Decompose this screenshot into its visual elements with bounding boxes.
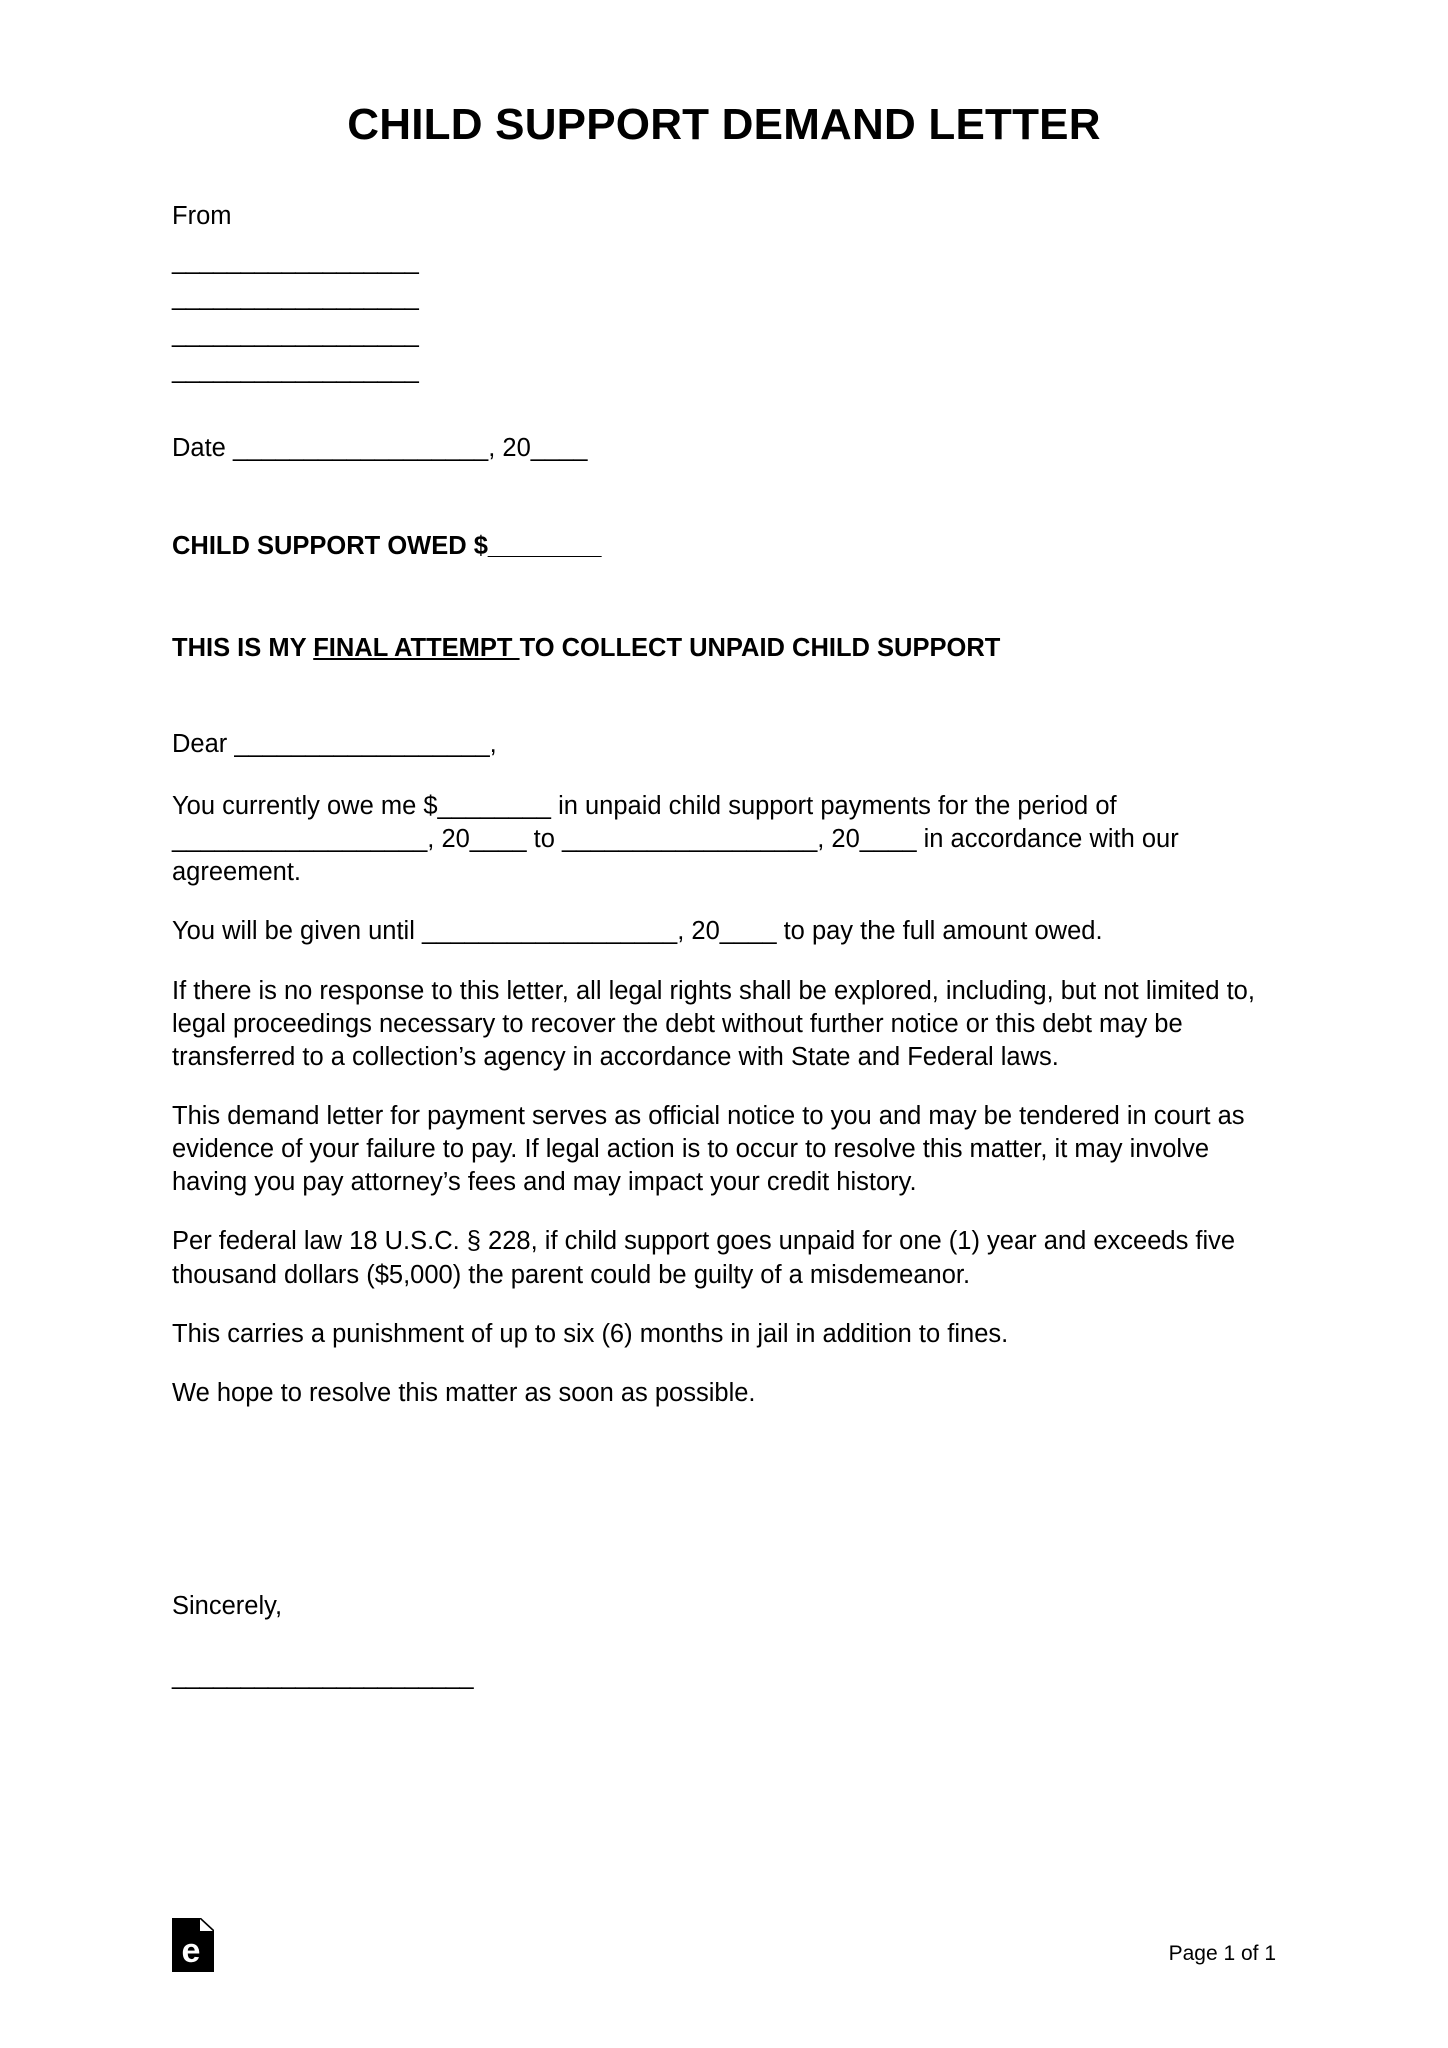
body-paragraph-3: If there is no response to this letter, all legal rights shall be explored, including, but not limited to, legal proceedings necessary to recover the debt without further notice or this debt may be transferred to a collection’s agency in accordance with State and Federal laws. <box>172 976 1255 1071</box>
page-footer <box>172 1918 1276 1988</box>
from-label: From <box>172 202 232 230</box>
page-number: Page 1 of 1 <box>1168 1942 1276 1965</box>
body-paragraph-1: You currently owe me $________ in unpaid child support payments for the period of __________________, 20____ to __________________, 20____ in accordance with our agreement. <box>172 792 1179 887</box>
closing-line: Sincerely, <box>172 1592 283 1620</box>
from-blank-lines <box>172 243 1277 388</box>
body-paragraph-6: This carries a punishment of up to six (6) months in jail in addition to fines. <box>172 1319 1009 1348</box>
final-attempt-prefix: THIS IS MY <box>172 634 314 662</box>
from-block <box>172 200 1277 388</box>
from-blank-line-4[interactable]: __________________ <box>172 355 419 384</box>
final-attempt-heading <box>172 632 1277 665</box>
letter-body <box>172 790 1277 1410</box>
eforms-document-icon <box>172 1918 214 1972</box>
page-title: CHILD SUPPORT DEMAND LETTER <box>347 100 1101 149</box>
final-attempt-suffix: TO COLLECT UNPAID CHILD SUPPORT <box>519 634 1001 662</box>
salutation-line[interactable]: Dear __________________, <box>172 730 497 758</box>
eforms-logo-letter: e <box>181 1932 201 1970</box>
from-blank-line-1[interactable]: __________________ <box>172 247 419 276</box>
date-line[interactable]: Date __________________, 20____ <box>172 434 588 462</box>
signature-line[interactable]: ______________________ <box>172 1662 474 1690</box>
body-paragraph-7: We hope to resolve this matter as soon as possible. <box>172 1378 756 1407</box>
body-paragraph-2: You will be given until __________________, 20____ to pay the full amount owed. <box>172 917 1103 946</box>
from-blank-line-3[interactable]: __________________ <box>172 319 419 348</box>
amount-owed-heading[interactable]: CHILD SUPPORT OWED $________ <box>172 532 602 560</box>
body-paragraph-4: This demand letter for payment serves as official notice to you and may be tendered in court as evidence of your failure to pay. If legal action is to occur to resolve this matter, it may involve having you pay attorney’s fees and may impact your credit history. <box>172 1101 1245 1197</box>
final-attempt-underlined: FINAL ATTEMPT <box>313 634 520 662</box>
body-paragraph-5: Per federal law 18 U.S.C. § 228, if child support goes unpaid for one (1) year and exceeds five thousand dollars ($5,000) the parent could be guilty of a misdemeanor. <box>172 1227 1236 1289</box>
from-blank-line-2[interactable]: __________________ <box>172 283 419 312</box>
